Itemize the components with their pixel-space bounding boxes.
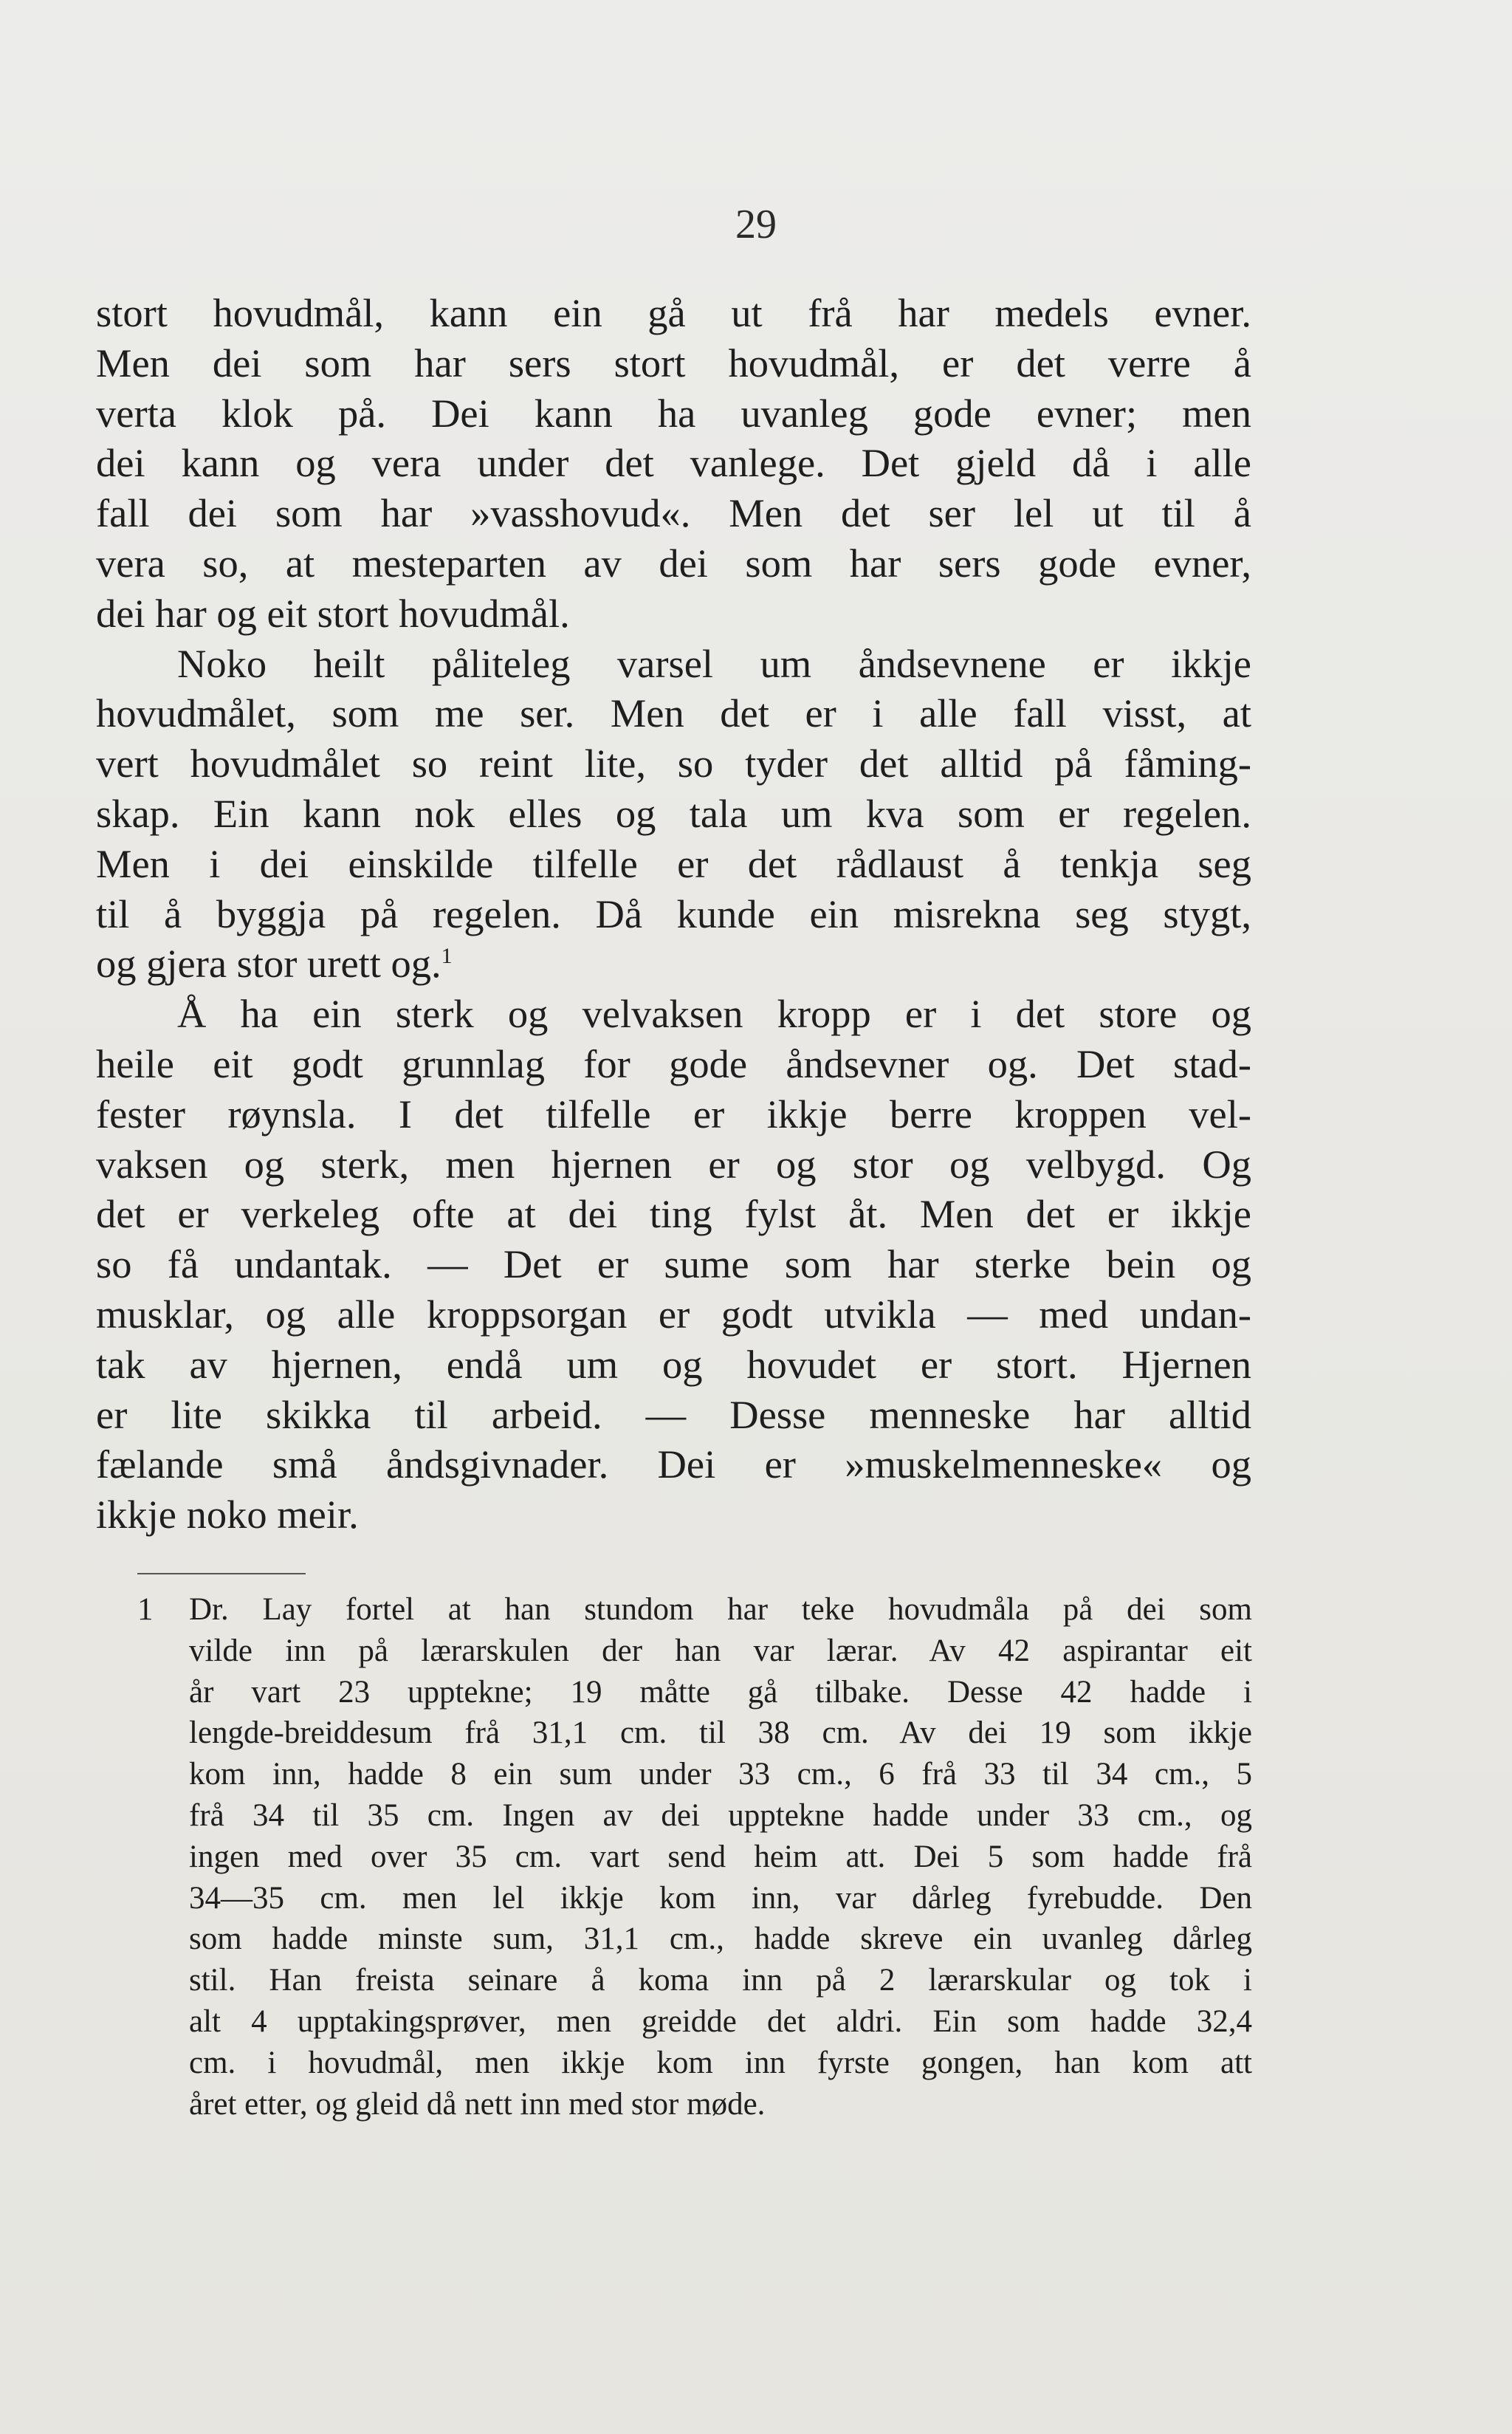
body-line: vert hovudmålet so reint lite, so tyder det alltid på fåming- xyxy=(96,741,1251,786)
footnote-line: som hadde minste sum, 31,1 cm., hadde skreve ein uvanleg dårleg xyxy=(189,1922,1252,1957)
body-line: hovudmålet, som me ser. Men det er i alle fall visst, at xyxy=(96,690,1251,736)
paragraph-start-line: Å ha ein sterk og velvaksen kropp er i det store og xyxy=(177,991,1251,1037)
body-line: det er verkeleg ofte at dei ting fylst åt. Men det er ikkje xyxy=(96,1191,1251,1237)
paragraph-start-line: Noko heilt påliteleg varsel um åndsevnene er ikkje xyxy=(177,640,1251,686)
footnote-line: år vart 23 upptekne; 19 måtte gå tilbake. Desse 42 hadde i xyxy=(189,1674,1252,1710)
footnote-line: 34—35 cm. men lel ikkje kom inn, var dårleg fyrebudde. Den xyxy=(189,1880,1252,1916)
body-line: verta klok på. Dei kann ha uvanleg gode evner; men xyxy=(96,390,1251,436)
footnote-line: ingen med over 35 cm. vart send heim att. Dei 5 som hadde frå xyxy=(189,1839,1252,1874)
body-line: er lite skikka til arbeid. — Desse menneske har alltid xyxy=(96,1391,1251,1437)
body-line-with-footnote-ref xyxy=(96,939,1251,989)
footnote-line: alt 4 upptakingsprøver, men greidde det aldri. Ein som hadde 32,4 xyxy=(189,2003,1252,2039)
footnote-line-text: Dr. Lay fortel at han stundom har teke hovudmåla på dei som xyxy=(189,1592,1252,1627)
body-line: Men dei som har sers stort hovudmål, er det verre å xyxy=(96,340,1251,385)
footnote-reference: 1 xyxy=(441,944,453,969)
page-number: 29 xyxy=(735,202,777,247)
body-line: stort hovudmål, kann ein gå ut frå har medels evner. xyxy=(96,290,1251,335)
body-line: dei har og eit stort hovudmål. xyxy=(96,590,570,636)
body-line-text: og gjera stor urett og. xyxy=(96,941,441,987)
footnote-first-line xyxy=(137,1589,1252,1631)
body-line: tak av hjernen, endå um og hovudet er stort. Hjernen xyxy=(96,1341,1251,1387)
body-line: fælande små åndsgivnader. Dei er »muskelmenneske« og xyxy=(96,1441,1251,1487)
footnote-line: cm. i hovudmål, men ikkje kom inn fyrste gongen, han kom att xyxy=(189,2045,1252,2080)
footnote-divider xyxy=(137,1573,306,1574)
footnote-line: vilde inn på lærarskulen der han var lærar. Av 42 aspirantar eit xyxy=(189,1633,1252,1668)
footnote-line: kom inn, hadde 8 ein sum under 33 cm., 6 frå 33 til 34 cm., 5 xyxy=(189,1757,1252,1792)
body-line: vera so, at mesteparten av dei som har sers gode evner, xyxy=(96,540,1251,586)
footnote-line: frå 34 til 35 cm. Ingen av dei upptekne hadde under 33 cm., og xyxy=(189,1797,1252,1833)
body-line: vaksen og sterk, men hjernen er og stor og velbygd. Og xyxy=(96,1141,1251,1187)
body-line: fester røynsla. I det tilfelle er ikkje berre kroppen vel- xyxy=(96,1091,1251,1137)
footnote-line: året etter, og gleid då nett inn med stor møde. xyxy=(189,2086,766,2122)
body-line: til å byggja på regelen. Då kunde ein misrekna seg stygt, xyxy=(96,891,1251,936)
footnote xyxy=(137,1589,1252,2125)
body-line: heile eit godt grunnlag for gode åndsevner og. Det stad- xyxy=(96,1041,1251,1086)
body-line: ikkje noko meir. xyxy=(96,1492,359,1537)
body-line: fall dei som har »vasshovud«. Men det ser lel ut til å xyxy=(96,490,1251,536)
footnote-marker: 1 xyxy=(137,1592,154,1627)
body-line: dei kann og vera under det vanlege. Det gjeld då i alle xyxy=(96,440,1251,486)
body-line: so få undantak. — Det er sume som har sterke bein og xyxy=(96,1241,1251,1287)
body-line: musklar, og alle kroppsorgan er godt utvikla — med undan- xyxy=(96,1291,1251,1337)
footnote-line: stil. Han freista seinare å koma inn på 2 lærarskular og tok i xyxy=(189,1963,1252,1998)
body-line: Men i dei einskilde tilfelle er det rådlaust å tenkja seg xyxy=(96,840,1251,886)
body-text xyxy=(96,288,1251,1540)
footnote-line: lengde-breiddesum frå 31,1 cm. til 38 cm. Av dei 19 som ikkje xyxy=(189,1715,1252,1751)
body-line: skap. Ein kann nok elles og tala um kva som er regelen. xyxy=(96,790,1251,836)
